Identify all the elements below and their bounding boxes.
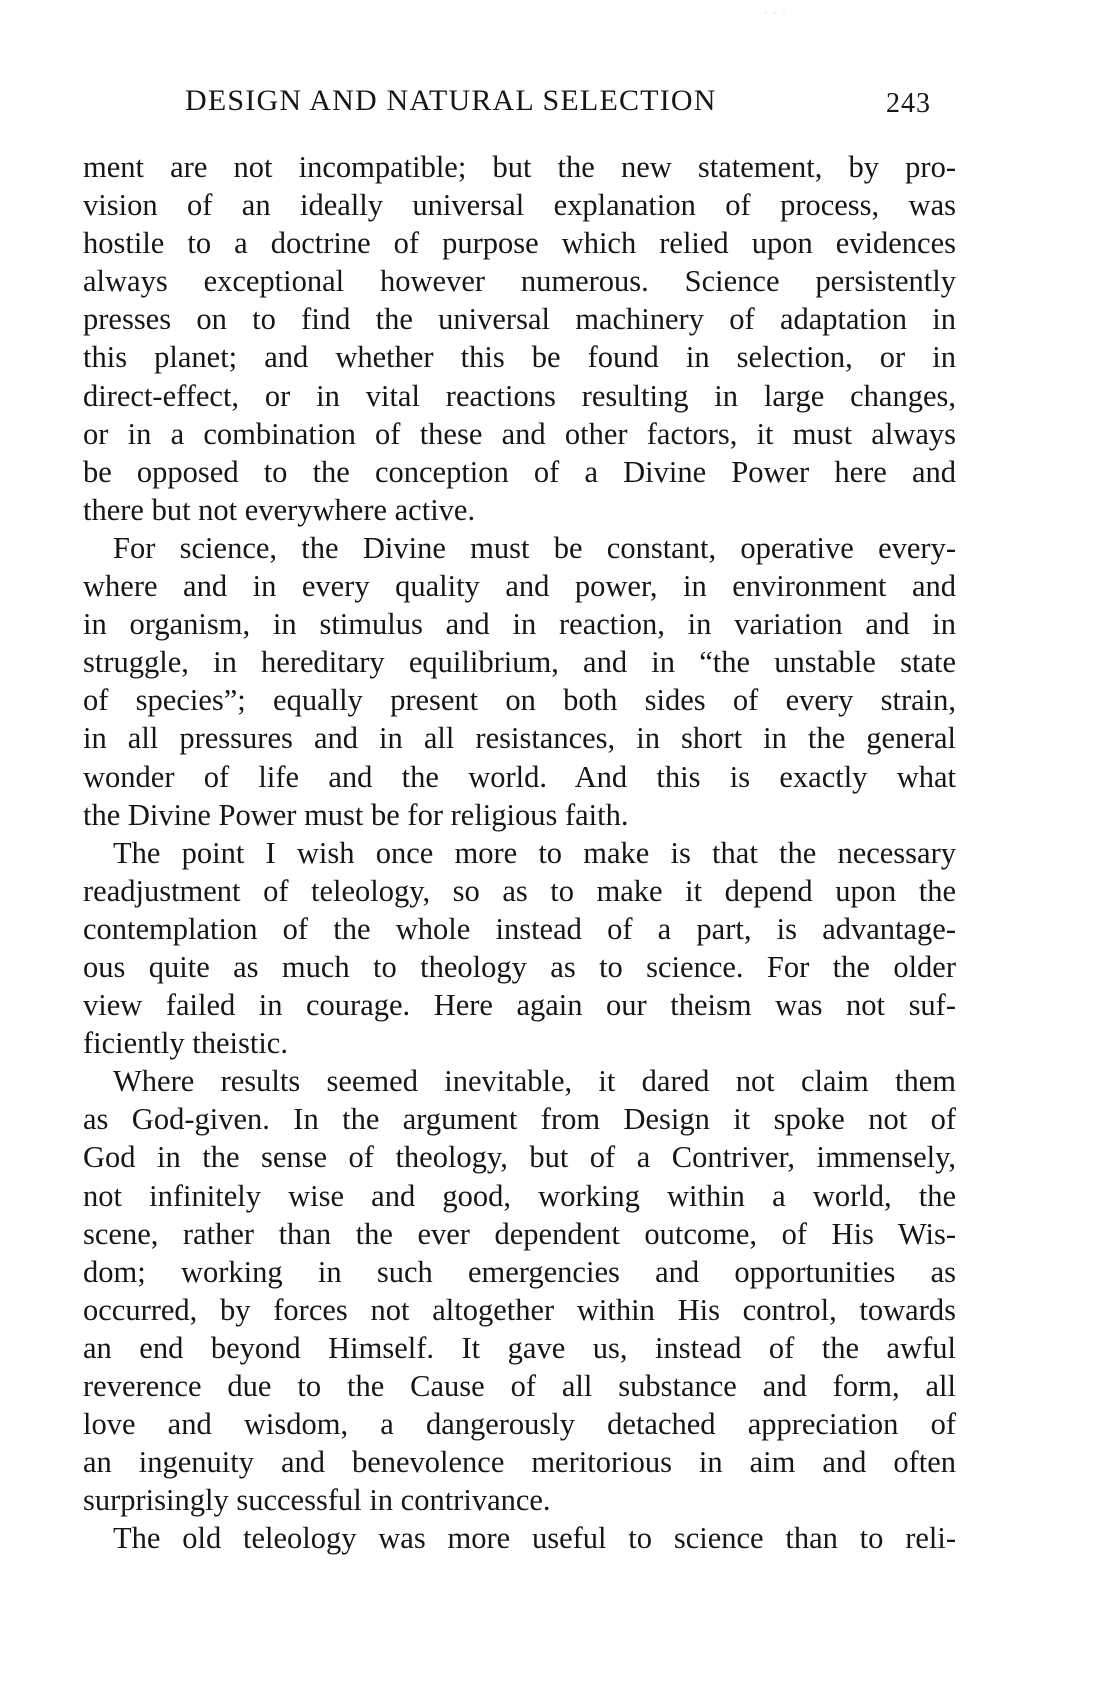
paragraph [83,1519,956,1557]
text-line: hostile to a doctrine of purpose which relied upon evidences [83,226,956,261]
text-line: or in a combination of these and other factors, it must always [83,416,956,451]
paragraph [83,148,956,529]
text-line: ous quite as much to theology as to science. For the older [83,949,956,984]
running-title: DESIGN AND NATURAL SELECTION [185,84,717,117]
text-line: ment are not incompatible; but the new statement, by pro- [83,150,956,184]
text-line: not infinitely wise and good, working within a world, the [83,1178,956,1213]
text-line: the Divine Power must be for religious faith. [83,797,629,832]
text-line: as God-given. In the argument from Design it spoke not of [83,1102,956,1137]
text-line: surprisingly successful in contrivance. [83,1483,551,1518]
text-line: where and in every quality and power, in environment and [83,569,956,604]
text-line: presses on to find the universal machinery of adaptation in [83,302,956,337]
body-text [83,148,956,1557]
paragraph [83,529,956,834]
text-line: The point I wish once more to make is that the necessary [113,835,956,870]
text-line: in organism, in stimulus and in reaction, in variation and in [83,607,956,642]
text-line: For science, the Divine must be constant, operative every- [113,530,956,565]
text-line: an ingenuity and benevolence meritorious in aim and often [83,1445,956,1480]
paragraph [83,1062,956,1519]
text-line: ficiently theistic. [83,1026,288,1061]
text-line: love and wisdom, a dangerously detached appreciation of [83,1407,956,1442]
text-line: contemplation of the whole instead of a part, is advantage- [83,911,956,946]
paragraph [83,834,956,1063]
page-number: 243 [886,88,931,119]
text-line: The old teleology was more useful to science than to reli- [113,1521,956,1556]
text-line: always exceptional however numerous. Science persistently [83,264,956,299]
text-line: be opposed to the conception of a Divine Power here and [83,454,956,489]
text-line: occurred, by forces not altogether within His control, towards [83,1292,956,1327]
text-line: dom; working in such emergencies and opportunities as [83,1254,956,1289]
scan-speck: · · · [764,8,788,18]
text-line: Where results seemed inevitable, it dared not claim them [113,1064,956,1099]
text-line: this planet; and whether this be found in selection, or in [83,340,956,375]
text-line: God in the sense of theology, but of a Contriver, immensely, [83,1140,956,1175]
text-line: readjustment of teleology, so as to make it depend upon the [83,873,956,908]
text-line: wonder of life and the world. And this is exactly what [83,759,956,794]
text-line: vision of an ideally universal explanation of process, was [83,188,956,223]
text-line: there but not everywhere active. [83,492,476,527]
running-head [0,84,1100,124]
text-line: an end beyond Himself. It gave us, instead of the awful [83,1330,956,1365]
text-line: of species”; equally present on both sides of every strain, [83,683,956,718]
text-line: in all pressures and in all resistances, in short in the general [83,721,956,756]
text-line: struggle, in hereditary equilibrium, and in “the unstable state [83,645,956,680]
text-line: scene, rather than the ever dependent outcome, of His Wis- [83,1216,956,1251]
text-line: view failed in courage. Here again our theism was not suf- [83,988,956,1023]
text-line: reverence due to the Cause of all substance and form, all [83,1369,956,1403]
text-line: direct-effect, or in vital reactions resulting in large changes, [83,378,956,413]
